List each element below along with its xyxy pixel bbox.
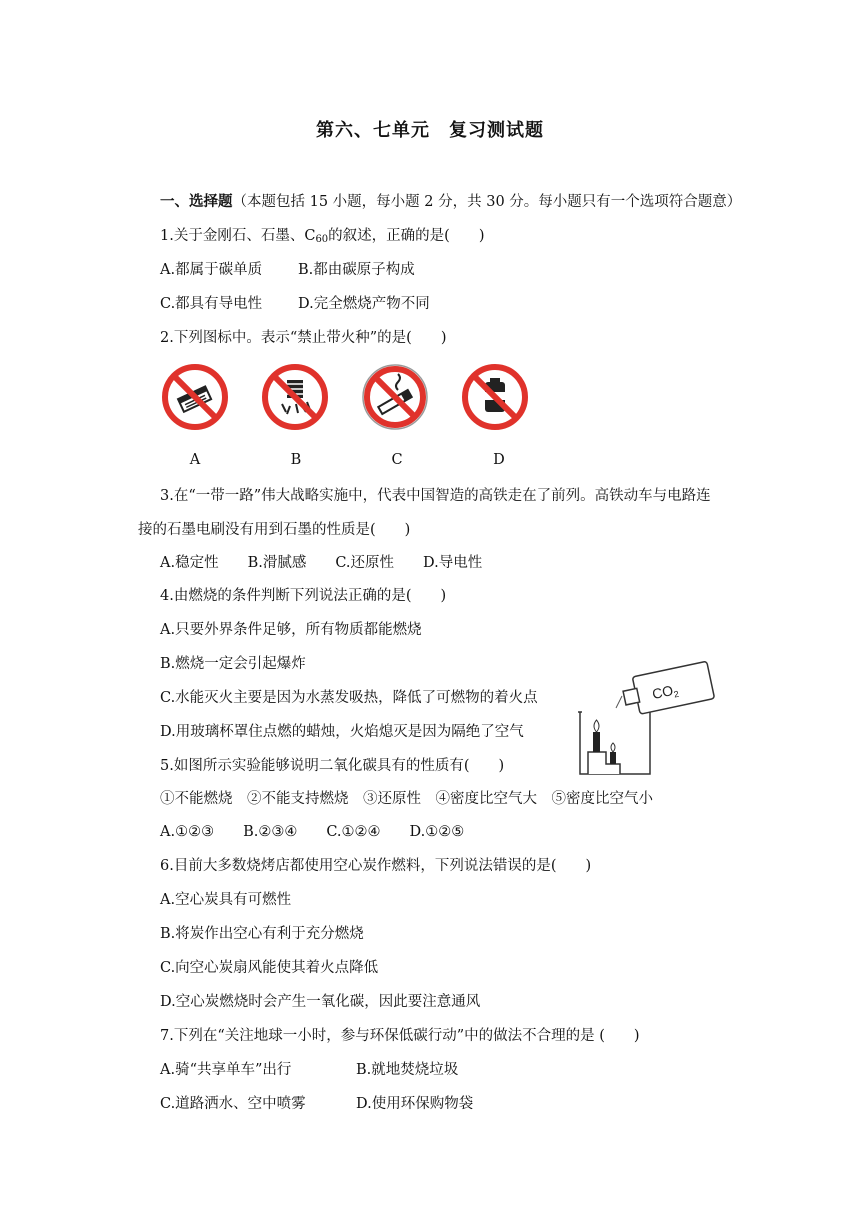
- question-7-options-row-2: [160, 1094, 473, 1114]
- sign-label-b: B: [290, 452, 302, 468]
- sign-label-a: A: [189, 452, 201, 468]
- q6-option-a: A.空心炭具有可燃性: [160, 892, 292, 908]
- question-7-options-row-1: [160, 1060, 458, 1080]
- q1-option-d: D.完全燃烧产物不同: [298, 296, 430, 312]
- q1-option-b: B.都由碳原子构成: [298, 262, 415, 278]
- page-title: 第六、七单元 复习测试题: [316, 120, 544, 141]
- q1-option-c: C.都具有导电性: [160, 296, 263, 312]
- q4-option-a: A.只要外界条件足够，所有物质都能燃烧: [160, 622, 422, 638]
- prohibition-signs: [160, 362, 540, 432]
- question-1-stem: [160, 226, 485, 250]
- no-matches-icon: [160, 362, 230, 432]
- sign-label-c: C: [391, 452, 403, 468]
- q1-option-a: A.都属于碳单质: [160, 262, 263, 278]
- question-7-stem: 7.下列在“关注地球一小时，参与环保低碳行动”中的做法不合理的是 ( ): [160, 1028, 640, 1044]
- q6-option-c: C.向空心炭扇风能使其着火点降低: [160, 960, 379, 976]
- question-3-stem-line-1: 3.在“一带一路”伟大战略实施中，代表中国智造的高铁走在了前列。高铁动车与电路连: [160, 488, 711, 504]
- q4-option-c: C.水能灭火主要是因为水蒸发吸热，降低了可燃物的着火点: [160, 690, 538, 706]
- no-fireworks-icon: [260, 362, 330, 432]
- question-2-stem: 2.下列图标中。表示“禁止带火种”的是( ): [160, 330, 447, 346]
- q1-stem-part-b: 的叙述，正确的是( ): [328, 228, 485, 244]
- question-6-stem: 6.目前大多数烧烤店都使用空心炭作燃料，下列说法错误的是( ): [160, 858, 592, 874]
- q4-option-d: D.用玻璃杯罩住点燃的蜡烛，火焰熄灭是因为隔绝了空气: [160, 724, 524, 740]
- question-1-options-row-2: [160, 294, 430, 314]
- bottle-label-text: CO: [650, 682, 675, 703]
- question-1-options-row-1: [160, 260, 415, 280]
- question-3-stem-line-2: 接的石墨电刷没有用到石墨的性质是( ): [138, 522, 411, 538]
- no-flammable-can-icon: [460, 362, 530, 432]
- question-3-options: A.稳定性 B.滑腻感 C.还原性 D.导电性: [160, 555, 483, 571]
- q7-option-c: C.道路洒水、空中喷雾: [160, 1096, 306, 1112]
- section-heading: [160, 192, 741, 212]
- section-note: （本题包括 15 小题，每小题 2 分，共 30 分。每小题只有一个选项符合题意）: [232, 194, 742, 210]
- q1-stem-part-a: 1.关于金刚石、石墨、C: [160, 228, 316, 244]
- sign-label-d: D: [493, 452, 505, 468]
- question-5-options: A.①②③ B.②③④ C.①②④ D.①②⑤: [160, 824, 465, 840]
- q1-stem-subscript: 60: [315, 234, 329, 245]
- q4-option-b: B.燃烧一定会引起爆炸: [160, 656, 306, 672]
- q6-option-b: B.将炭作出空心有利于充分燃烧: [160, 926, 364, 942]
- q7-option-a: A.骑“共享单车”出行: [160, 1062, 292, 1078]
- q6-option-d: D.空心炭燃烧时会产生一氧化碳，因此要注意通风: [160, 994, 481, 1010]
- question-5-properties: ①不能燃烧 ②不能支持燃烧 ③还原性 ④密度比空气大 ⑤密度比空气小: [160, 791, 653, 807]
- section-title: 一、选择题: [160, 193, 233, 210]
- question-5-stem: 5.如图所示实验能够说明二氧化碳具有的性质有( ): [160, 758, 505, 774]
- co2-pouring-apparatus: [578, 660, 718, 778]
- bottle-label-subscript: 2: [672, 688, 680, 700]
- q7-option-d: D.使用环保购物袋: [356, 1096, 474, 1112]
- question-4-stem: 4.由燃烧的条件判断下列说法正确的是( ): [160, 588, 447, 604]
- no-smoking-icon: [360, 362, 430, 432]
- q7-option-b: B.就地焚烧垃圾: [356, 1062, 459, 1078]
